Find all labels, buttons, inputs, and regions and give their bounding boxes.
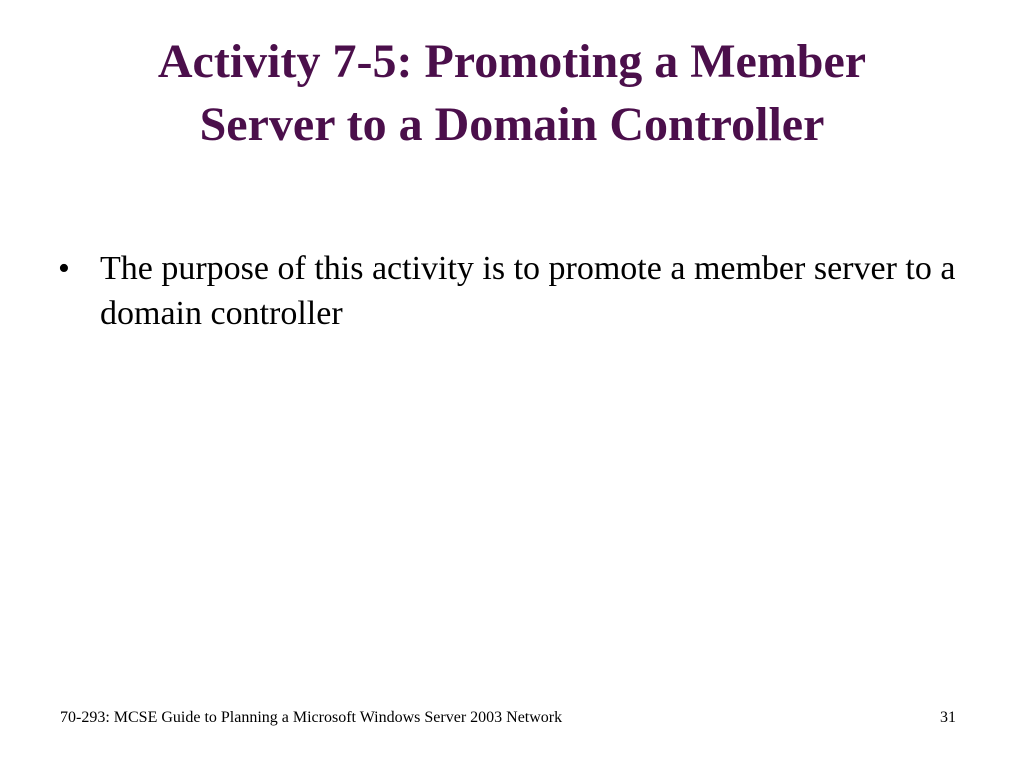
bullet-item [58, 246, 958, 336]
bullet-marker: • [58, 250, 70, 287]
slide-title-line-2: Server to a Domain Controller [199, 98, 825, 151]
slide-title-line-1: Activity 7-5: Promoting a Member [157, 35, 867, 88]
bullet-list [58, 246, 958, 336]
slide-page-number: 31 [940, 709, 956, 726]
slide-title [40, 30, 984, 156]
footer-course-title: 70-293: MCSE Guide to Planning a Microsoft Windows Server 2003 Network [60, 709, 563, 726]
bullet-text: The purpose of this activity is to promote a member server to a domain controller [100, 250, 956, 332]
slide-footer [0, 706, 1024, 730]
